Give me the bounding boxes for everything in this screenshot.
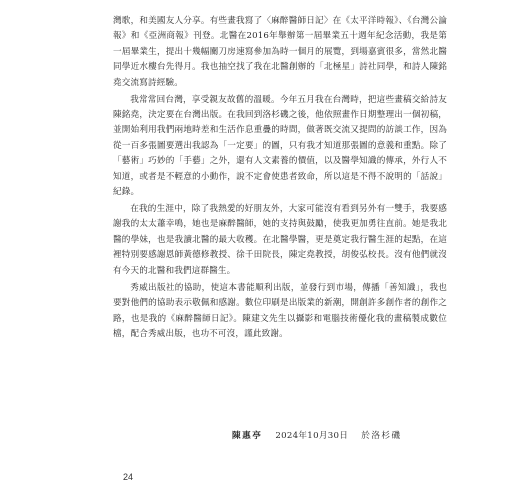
- paragraph: 秀威出版社的協助，使這本書能順利出版，並發行到市場，傳播「善知識」，我也要對他們的協助表示敬佩和感謝。數位印刷是出版業的新潮，開創許多創作者的創作之路，也是我的《麻醉醫師日記》。陳建文先生以攝影和電腦技術優化我的畫稿製成數位檔，配合秀威出版，也功不可沒，謹此致謝。: [113, 282, 447, 339]
- signature-line: [232, 429, 402, 441]
- signature-date: 2024年10月30日: [275, 431, 349, 441]
- signature-place: 於洛杉磯: [361, 431, 402, 441]
- document-body: [113, 14, 447, 344]
- page-number: 24: [123, 472, 134, 482]
- paragraph: 灣歌，和美國友人分享。有些畫我寫了〈麻醉醫師日記〉在《太平洋時報》、《台灣公論報》和《亞洲商報》刊登。北醫在2016年舉辦第一屆畢業五十週年紀念活動，我是第一屆畢業生，提出十幾幅關刀房速寫參加為時一個月的展覽，到場嘉賓很多，當然北醫同學近水樓台先得月。我也抽空找了我在北醫創辦的「北極星」詩社同學，和詩人陳銘堯交流寫詩經驗。: [113, 16, 447, 88]
- paragraph: 在我的生涯中，除了我熱愛的好朋友外，大家可能沒有看到另外有一雙手，我要感謝我的太太蕭幸鳴，她也是麻醉醫師，她的支持與鼓勵，使我更加勇往直前。她是我北醫的學妹，也是我讀北醫的最大收穫。在北醫學醫，更是奠定我行醫生涯的起點，在這裡特別要感謝恩師黃德修教授、徐千田院長，陳定堯教授，胡俊弘校長。沒有他們就沒有今天的北醫和我們這群醫生。: [113, 204, 447, 276]
- paragraph: 我常常回台灣，享受親友故舊的溫暖。今年五月我在台灣時，把這些畫稿交給詩友陳銘堯，決定要在台灣出版。在我回到洛杉磯之後，他依照畫作日期整理出一個初稿，並開始利用我們兩地時差和生活作息重疊的時間，做著既交流又提問的訪談工作，因為從一百多張圖要選出我認為「一定要」的圖，只有我才知道那張圖的意義和重點。除了「藝術」巧妙的「手藝」之外，還有人文素養的價值，以及醫學知識的傳承，外行人不知道，或者是不輕意的小動作，說不定會使患者致命，所以這是不得不說明的「話說」紀錄。: [113, 94, 447, 198]
- signature-author: 陳惠亭: [232, 431, 263, 441]
